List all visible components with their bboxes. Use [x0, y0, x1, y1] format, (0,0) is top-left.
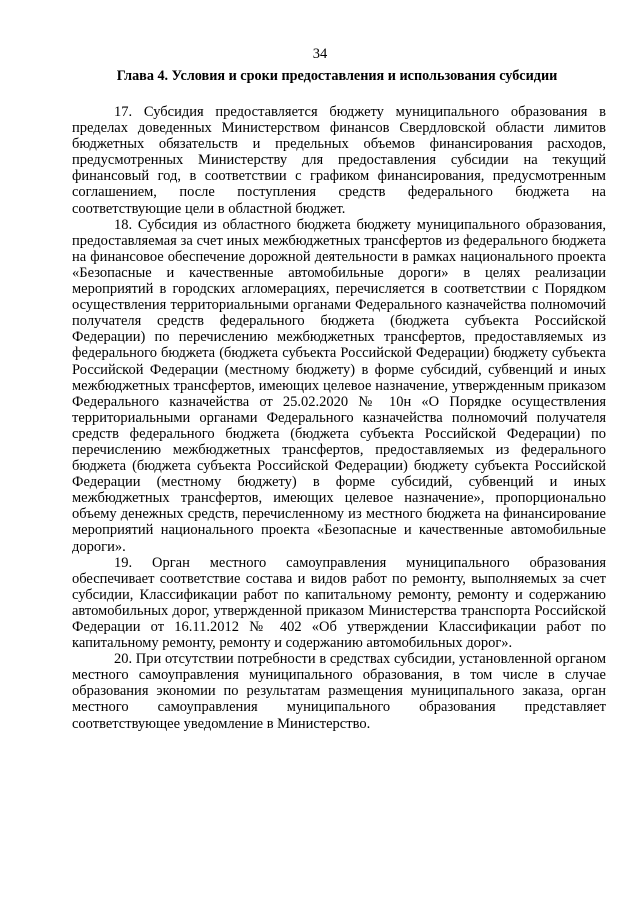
paragraph-18: 18. Субсидия из областного бюджета бюджету муниципального образования, предоставляемая за счет иных межбюджетных трансфертов из федерального бюджета на финансовое обеспечение дорожной деятельности в рамках национального проекта «Безопасные и качественные автомобильные дороги» в целях реализации мероприятий в городских агломерациях, перечисляется в соответствии с Порядком осуществления территориальными органами Федерального казначейства полномочий получателя средств федерального бюджета (бюджета субъекта Российской Федерации) по перечислению межбюджетных трансфертов, предоставляемых из федерального бюджета (бюджета субъекта Российской Федерации) бюджету субъекта Российской Федерации (местному бюджету) в форме субсидий, субвенций и иных межбюджетных трансфертов, имеющих целевое назначение, утвержденным приказом Федерального казначейства от 25.02.2020 № 10н «О Порядке осуществления территориальными органами Федерального казначейства полномочий получателя средств федерального бюджета (бюджета субъекта Российской Федерации) по перечислению межбюджетных трансфертов, предоставляемых из федерального бюджета (бюджета субъекта Российской Федерации) бюджету субъекта Российской Федерации (местному бюджету) в форме субсидий, субвенций и иных межбюджетных трансфертов, имеющих целевое назначение», пропорционально объему денежных средств, перечисленному из местного бюджета на финансирование мероприятий национального проекта «Безопасные и качественные автомобильные дороги».: [72, 216, 606, 555]
document-body: [72, 104, 606, 732]
paragraph-20: 20. При отсутствии потребности в средствах субсидии, установленной органом местного самоуправления муниципального образования, в том числе в случае образования экономии по результатам размещения муниципального заказа, орган местного самоуправления муниципального образования представляет соответствующее уведомление в Министерство.: [72, 651, 606, 732]
paragraph-17: 17. Субсидия предоставляется бюджету муниципального образования в пределах доведенных Министерством финансов Свердловской области лимитов бюджетных обязательств и предельных объемов финансирования расходов, предусмотренных Министерству для предоставления субсидии на текущий финансовый год, в соответствии с графиком финансирования, предусмотренным соглашением, после поступления средств федерального бюджета на соответствующие цели в областной бюджет.: [72, 104, 606, 217]
paragraph-19: 19. Орган местного самоуправления муниципального образования обеспечивает соответствие состава и видов работ по ремонту, выполняемых за счет субсидии, Классификации работ по капитальному ремонту, ремонту и содержанию автомобильных дорог, утвержденной приказом Министерства транспорта Российской Федерации от 16.11.2012 № 402 «Об утверждении Классификации работ по капитальному ремонту, ремонту и содержанию автомобильных дорог».: [72, 554, 606, 652]
page-number: 34: [312, 46, 328, 62]
chapter-title: Глава 4. Условия и сроки предоставления и использования субсидии: [116, 68, 558, 84]
